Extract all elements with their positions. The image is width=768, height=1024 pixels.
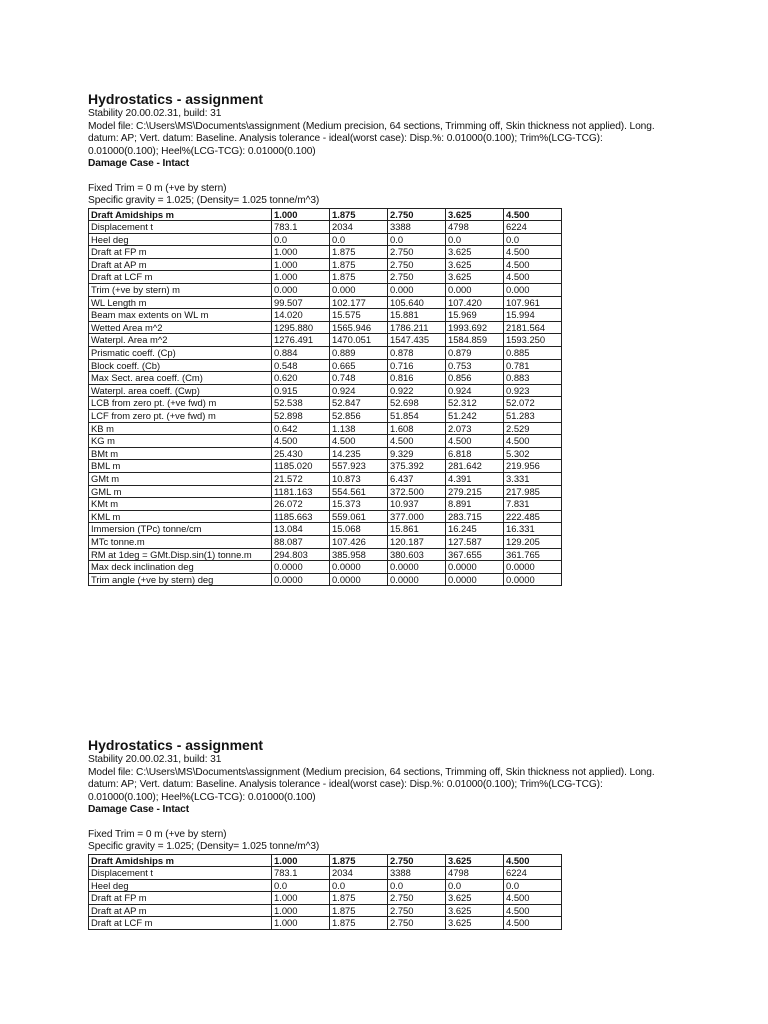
value-cell: 14.020	[272, 309, 330, 322]
value-cell: 0.0	[272, 233, 330, 246]
value-cell: 0.0000	[330, 561, 388, 574]
version-line: Stability 20.00.02.31, build: 31	[88, 754, 222, 765]
value-cell: 2181.564	[504, 321, 562, 334]
value-cell: 4.500	[504, 917, 562, 930]
value-cell: 6.818	[446, 447, 504, 460]
value-cell: 380.603	[388, 548, 446, 561]
report-section-1	[88, 90, 688, 586]
table-row	[89, 573, 562, 586]
value-cell: 1.875	[330, 271, 388, 284]
value-cell: 16.245	[446, 523, 504, 536]
value-cell: 2.750	[388, 246, 446, 259]
value-cell: 52.698	[388, 397, 446, 410]
row-label-cell: Waterpl. area coeff. (Cwp)	[89, 384, 272, 397]
row-label-cell: BML m	[89, 460, 272, 473]
value-cell: 1.000	[272, 246, 330, 259]
value-cell: 0.915	[272, 384, 330, 397]
value-cell: 377.000	[388, 510, 446, 523]
value-cell: 14.235	[330, 447, 388, 460]
value-cell: 1185.020	[272, 460, 330, 473]
value-cell: 1185.663	[272, 510, 330, 523]
value-cell: 1.000	[272, 271, 330, 284]
value-cell: 0.0	[330, 233, 388, 246]
value-cell: 3.331	[504, 472, 562, 485]
value-cell: 554.561	[330, 485, 388, 498]
header-cell-draft: 2.750	[388, 208, 446, 221]
value-cell: 0.0000	[388, 573, 446, 586]
row-label-cell: KG m	[89, 435, 272, 448]
header-cell-draft: 2.750	[388, 854, 446, 867]
table-row	[89, 460, 562, 473]
value-cell: 3.625	[446, 904, 504, 917]
value-cell: 25.430	[272, 447, 330, 460]
value-cell: 1470.051	[330, 334, 388, 347]
table-row	[89, 410, 562, 423]
value-cell: 2.073	[446, 422, 504, 435]
value-cell: 0.0	[272, 879, 330, 892]
value-cell: 4.500	[504, 271, 562, 284]
table-row	[89, 296, 562, 309]
report-section-2	[88, 736, 688, 930]
value-cell: 1.875	[330, 904, 388, 917]
hydrostatics-table	[88, 208, 562, 587]
value-cell: 2.750	[388, 904, 446, 917]
value-cell: 557.923	[330, 460, 388, 473]
value-cell: 1.138	[330, 422, 388, 435]
value-cell: 279.215	[446, 485, 504, 498]
value-cell: 0.000	[446, 284, 504, 297]
value-cell: 0.0000	[272, 561, 330, 574]
table-row	[89, 447, 562, 460]
value-cell: 16.331	[504, 523, 562, 536]
value-cell: 219.956	[504, 460, 562, 473]
value-cell: 4.500	[272, 435, 330, 448]
value-cell: 10.873	[330, 472, 388, 485]
row-label-cell: Draft at AP m	[89, 904, 272, 917]
specific-gravity: Specific gravity = 1.025; (Density= 1.025 tonne/m^3)	[88, 841, 320, 852]
value-cell: 6224	[504, 221, 562, 234]
table-header-row	[89, 854, 562, 867]
value-cell: 9.329	[388, 447, 446, 460]
value-cell: 21.572	[272, 472, 330, 485]
row-label-cell: Beam max extents on WL m	[89, 309, 272, 322]
value-cell: 51.283	[504, 410, 562, 423]
header-cell-draft: 1.875	[330, 854, 388, 867]
row-label-cell: Wetted Area m^2	[89, 321, 272, 334]
table-row	[89, 472, 562, 485]
value-cell: 0.0	[446, 879, 504, 892]
value-cell: 1547.435	[388, 334, 446, 347]
value-cell: 52.847	[330, 397, 388, 410]
row-label-cell: Displacement t	[89, 221, 272, 234]
header-cell-draft: 1.000	[272, 208, 330, 221]
value-cell: 0.748	[330, 372, 388, 385]
row-label-cell: Max Sect. area coeff. (Cm)	[89, 372, 272, 385]
value-cell: 4798	[446, 867, 504, 880]
row-label-cell: GMt m	[89, 472, 272, 485]
header-cell-draft: 4.500	[504, 854, 562, 867]
value-cell: 3.625	[446, 271, 504, 284]
table-row	[89, 422, 562, 435]
table-row	[89, 485, 562, 498]
table-row	[89, 372, 562, 385]
row-label-cell: Waterpl. Area m^2	[89, 334, 272, 347]
header-cell-label: Draft Amidships m	[89, 208, 272, 221]
value-cell: 4.391	[446, 472, 504, 485]
value-cell: 1.000	[272, 917, 330, 930]
row-label-cell: Trim (+ve by stern) m	[89, 284, 272, 297]
value-cell: 99.507	[272, 296, 330, 309]
value-cell: 4.500	[504, 435, 562, 448]
value-cell: 783.1	[272, 867, 330, 880]
table-row	[89, 384, 562, 397]
value-cell: 0.000	[330, 284, 388, 297]
value-cell: 6.437	[388, 472, 446, 485]
row-label-cell: Draft at AP m	[89, 258, 272, 271]
row-label-cell: Immersion (TPc) tonne/cm	[89, 523, 272, 536]
value-cell: 0.0	[504, 879, 562, 892]
value-cell: 1295.880	[272, 321, 330, 334]
value-cell: 4.500	[388, 435, 446, 448]
table-row	[89, 904, 562, 917]
row-label-cell: Displacement t	[89, 867, 272, 880]
model-info: Model file: C:\Users\MS\Documents\assignment (Medium precision, 64 sections, Trimming off, Skin thickness not applied). Long. datum: AP; Vert. datum: Baseline. Analysis tolerance - ideal(worst case): Disp.%: 0.01000(0.100); Trim%(LCG-TCG): 0.01000(0.100); Heel%(LCG-TCG): 0.01000(0.100)	[88, 120, 655, 157]
value-cell: 0.889	[330, 347, 388, 360]
row-label-cell: Trim angle (+ve by stern) deg	[89, 573, 272, 586]
table-row	[89, 498, 562, 511]
value-cell: 217.985	[504, 485, 562, 498]
row-label-cell: Heel deg	[89, 879, 272, 892]
fixed-trim: Fixed Trim = 0 m (+ve by stern)	[88, 182, 227, 194]
row-label-cell: Draft at FP m	[89, 892, 272, 905]
header-cell-label: Draft Amidships m	[89, 854, 272, 867]
value-cell: 0.0000	[446, 561, 504, 574]
value-cell: 1993.692	[446, 321, 504, 334]
value-cell: 1584.859	[446, 334, 504, 347]
value-cell: 783.1	[272, 221, 330, 234]
value-cell: 1.875	[330, 917, 388, 930]
value-cell: 13.084	[272, 523, 330, 536]
value-cell: 2.750	[388, 917, 446, 930]
value-cell: 1.000	[272, 892, 330, 905]
row-label-cell: LCB from zero pt. (+ve fwd) m	[89, 397, 272, 410]
value-cell: 0.884	[272, 347, 330, 360]
table-row	[89, 535, 562, 548]
value-cell: 0.753	[446, 359, 504, 372]
value-cell: 0.000	[272, 284, 330, 297]
specific-gravity: Specific gravity = 1.025; (Density= 1.025 tonne/m^3)	[88, 195, 320, 206]
row-label-cell: MTc tonne.m	[89, 535, 272, 548]
table-row	[89, 309, 562, 322]
table-row	[89, 258, 562, 271]
value-cell: 52.898	[272, 410, 330, 423]
table-row	[89, 347, 562, 360]
row-label-cell: RM at 1deg = GMt.Disp.sin(1) tonne.m	[89, 548, 272, 561]
value-cell: 0.620	[272, 372, 330, 385]
value-cell: 3.625	[446, 246, 504, 259]
row-label-cell: KML m	[89, 510, 272, 523]
row-label-cell: Heel deg	[89, 233, 272, 246]
value-cell: 7.831	[504, 498, 562, 511]
header-cell-draft: 1.875	[330, 208, 388, 221]
value-cell: 4.500	[330, 435, 388, 448]
value-cell: 0.0000	[504, 573, 562, 586]
version-line: Stability 20.00.02.31, build: 31	[88, 108, 222, 119]
value-cell: 5.302	[504, 447, 562, 460]
value-cell: 107.420	[446, 296, 504, 309]
row-label-cell: LCF from zero pt. (+ve fwd) m	[89, 410, 272, 423]
value-cell: 0.000	[388, 284, 446, 297]
table-row	[89, 435, 562, 448]
value-cell: 1786.211	[388, 321, 446, 334]
value-cell: 283.715	[446, 510, 504, 523]
value-cell: 3.625	[446, 917, 504, 930]
table-row	[89, 892, 562, 905]
value-cell: 2034	[330, 221, 388, 234]
table-row	[89, 246, 562, 259]
value-cell: 1.000	[272, 904, 330, 917]
table-row	[89, 221, 562, 234]
value-cell: 1276.491	[272, 334, 330, 347]
value-cell: 1.875	[330, 246, 388, 259]
value-cell: 372.500	[388, 485, 446, 498]
value-cell: 3388	[388, 221, 446, 234]
value-cell: 559.061	[330, 510, 388, 523]
table-row	[89, 917, 562, 930]
value-cell: 107.961	[504, 296, 562, 309]
value-cell: 51.242	[446, 410, 504, 423]
value-cell: 0.0000	[446, 573, 504, 586]
value-cell: 0.642	[272, 422, 330, 435]
value-cell: 4.500	[504, 892, 562, 905]
value-cell: 3.625	[446, 892, 504, 905]
value-cell: 0.665	[330, 359, 388, 372]
value-cell: 1.000	[272, 258, 330, 271]
value-cell: 52.856	[330, 410, 388, 423]
table-row	[89, 321, 562, 334]
value-cell: 10.937	[388, 498, 446, 511]
table-row	[89, 867, 562, 880]
model-info: Model file: C:\Users\MS\Documents\assignment (Medium precision, 64 sections, Trimming off, Skin thickness not applied). Long. datum: AP; Vert. datum: Baseline. Analysis tolerance - ideal(worst case): Disp.%: 0.01000(0.100); Trim%(LCG-TCG): 0.01000(0.100); Heel%(LCG-TCG): 0.01000(0.100)	[88, 766, 655, 803]
value-cell: 51.854	[388, 410, 446, 423]
value-cell: 127.587	[446, 535, 504, 548]
table-row	[89, 334, 562, 347]
value-cell: 0.000	[504, 284, 562, 297]
row-label-cell: BMt m	[89, 447, 272, 460]
value-cell: 1181.163	[272, 485, 330, 498]
table-row	[89, 284, 562, 297]
value-cell: 2.529	[504, 422, 562, 435]
value-cell: 2.750	[388, 892, 446, 905]
damage-case: Damage Case - Intact	[88, 804, 190, 815]
value-cell: 367.655	[446, 548, 504, 561]
value-cell: 0.0	[446, 233, 504, 246]
value-cell: 3.625	[446, 258, 504, 271]
row-label-cell: GML m	[89, 485, 272, 498]
value-cell: 0.878	[388, 347, 446, 360]
fixed-trim: Fixed Trim = 0 m (+ve by stern)	[88, 828, 227, 840]
header-cell-draft: 3.625	[446, 208, 504, 221]
table-row	[89, 359, 562, 372]
row-label-cell: KB m	[89, 422, 272, 435]
value-cell: 3388	[388, 867, 446, 880]
table-row	[89, 233, 562, 246]
value-cell: 1565.946	[330, 321, 388, 334]
row-label-cell: KMt m	[89, 498, 272, 511]
value-cell: 15.861	[388, 523, 446, 536]
value-cell: 0.816	[388, 372, 446, 385]
value-cell: 4.500	[504, 246, 562, 259]
table-row	[89, 397, 562, 410]
table-row	[89, 271, 562, 284]
value-cell: 0.885	[504, 347, 562, 360]
row-label-cell: WL Length m	[89, 296, 272, 309]
value-cell: 0.856	[446, 372, 504, 385]
row-label-cell: Draft at FP m	[89, 246, 272, 259]
row-label-cell: Max deck inclination deg	[89, 561, 272, 574]
value-cell: 1.875	[330, 892, 388, 905]
report-title: Hydrostatics - assignment	[88, 91, 264, 107]
value-cell: 107.426	[330, 535, 388, 548]
value-cell: 385.958	[330, 548, 388, 561]
table-row	[89, 879, 562, 892]
table-row	[89, 523, 562, 536]
value-cell: 15.881	[388, 309, 446, 322]
value-cell: 361.765	[504, 548, 562, 561]
value-cell: 0.922	[388, 384, 446, 397]
value-cell: 4.500	[504, 258, 562, 271]
table-header-row	[89, 208, 562, 221]
value-cell: 120.187	[388, 535, 446, 548]
value-cell: 0.0000	[504, 561, 562, 574]
value-cell: 15.373	[330, 498, 388, 511]
hydrostatics-table	[88, 854, 562, 931]
value-cell: 0.548	[272, 359, 330, 372]
value-cell: 52.538	[272, 397, 330, 410]
value-cell: 26.072	[272, 498, 330, 511]
value-cell: 15.994	[504, 309, 562, 322]
value-cell: 1.875	[330, 258, 388, 271]
value-cell: 375.392	[388, 460, 446, 473]
value-cell: 0.0	[388, 233, 446, 246]
row-label-cell: Draft at LCF m	[89, 271, 272, 284]
value-cell: 129.205	[504, 535, 562, 548]
value-cell: 2.750	[388, 271, 446, 284]
table-row	[89, 548, 562, 561]
value-cell: 0.0	[330, 879, 388, 892]
value-cell: 8.891	[446, 498, 504, 511]
value-cell: 15.575	[330, 309, 388, 322]
damage-case: Damage Case - Intact	[88, 158, 190, 169]
value-cell: 0.0000	[272, 573, 330, 586]
value-cell: 4798	[446, 221, 504, 234]
value-cell: 281.642	[446, 460, 504, 473]
value-cell: 1593.250	[504, 334, 562, 347]
value-cell: 2034	[330, 867, 388, 880]
value-cell: 52.072	[504, 397, 562, 410]
value-cell: 0.883	[504, 372, 562, 385]
table-row	[89, 510, 562, 523]
value-cell: 4.500	[504, 904, 562, 917]
value-cell: 15.969	[446, 309, 504, 322]
value-cell: 102.177	[330, 296, 388, 309]
header-cell-draft: 3.625	[446, 854, 504, 867]
value-cell: 0.923	[504, 384, 562, 397]
header-cell-draft: 1.000	[272, 854, 330, 867]
value-cell: 1.608	[388, 422, 446, 435]
value-cell: 0.781	[504, 359, 562, 372]
value-cell: 0.924	[446, 384, 504, 397]
row-label-cell: Draft at LCF m	[89, 917, 272, 930]
value-cell: 0.0000	[330, 573, 388, 586]
value-cell: 15.068	[330, 523, 388, 536]
table-row	[89, 561, 562, 574]
value-cell: 52.312	[446, 397, 504, 410]
value-cell: 0.879	[446, 347, 504, 360]
value-cell: 294.803	[272, 548, 330, 561]
value-cell: 222.485	[504, 510, 562, 523]
value-cell: 6224	[504, 867, 562, 880]
value-cell: 0.0000	[388, 561, 446, 574]
value-cell: 2.750	[388, 258, 446, 271]
value-cell: 0.924	[330, 384, 388, 397]
header-cell-draft: 4.500	[504, 208, 562, 221]
value-cell: 0.0	[388, 879, 446, 892]
value-cell: 105.640	[388, 296, 446, 309]
row-label-cell: Prismatic coeff. (Cp)	[89, 347, 272, 360]
value-cell: 0.716	[388, 359, 446, 372]
report-title: Hydrostatics - assignment	[88, 737, 264, 753]
row-label-cell: Block coeff. (Cb)	[89, 359, 272, 372]
value-cell: 88.087	[272, 535, 330, 548]
value-cell: 0.0	[504, 233, 562, 246]
value-cell: 4.500	[446, 435, 504, 448]
